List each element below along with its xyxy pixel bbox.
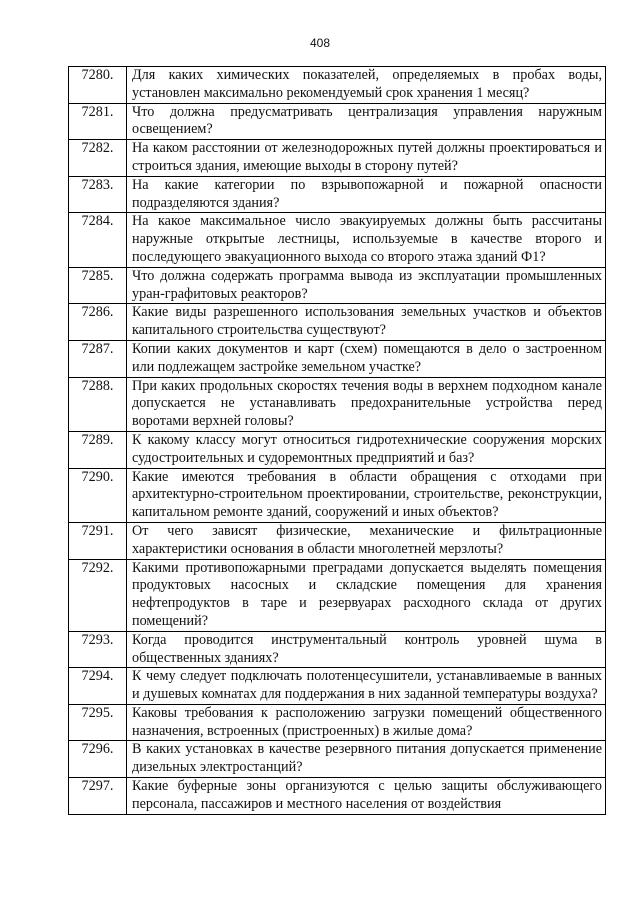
question-number: 7293. [69, 631, 127, 668]
table-row [69, 304, 606, 341]
question-number: 7292. [69, 559, 127, 631]
table-row [69, 631, 606, 668]
table-row [69, 340, 606, 377]
question-text: Какие имеются требования в области обращения с отходами при архитектурно-строительном проектировании, строительстве, реконструкции, капитальном ремонте зданий, сооружений и иных объектов? [127, 468, 606, 522]
question-text: При каких продольных скоростях течения воды в верхнем подходном канале допускается не устанавливать предохранительные устройства перед воротами верхней головы? [127, 377, 606, 431]
question-number: 7291. [69, 522, 127, 559]
question-number: 7281. [69, 103, 127, 140]
question-text: Когда проводится инструментальный контроль уровней шума в общественных зданиях? [127, 631, 606, 668]
question-number: 7289. [69, 431, 127, 468]
table-row [69, 522, 606, 559]
question-text: К какому классу могут относиться гидротехнические сооружения морских судостроительных и судоремонтных предприятий и баз? [127, 431, 606, 468]
table-row [69, 668, 606, 705]
question-text: Копии каких документов и карт (схем) помещаются в дело о застроенном или подлежащем застройке земельном участке? [127, 340, 606, 377]
table-row [69, 103, 606, 140]
table-row [69, 778, 606, 815]
question-text: Какими противопожарными преградами допускается выделять помещения продуктовых насосных и складские помещения для хранения нефтепродуктов в таре и резервуарах расходного склада от других помещений? [127, 559, 606, 631]
question-number: 7294. [69, 668, 127, 705]
question-text: На каком расстоянии от железнодорожных путей должны проектироваться и строиться здания, имеющие выходы в сторону путей? [127, 140, 606, 177]
question-text: Каковы требования к расположению загрузки помещений общественного назначения, встроенных (пристроенных) в жилые дома? [127, 704, 606, 741]
question-number: 7284. [69, 213, 127, 267]
table-row [69, 67, 606, 104]
table-row [69, 559, 606, 631]
question-number: 7288. [69, 377, 127, 431]
table-row [69, 468, 606, 522]
question-text: На какие категории по взрывопожарной и пожарной опасности подразделяются здания? [127, 176, 606, 213]
table-row [69, 431, 606, 468]
question-text: Какие виды разрешенного использования земельных участков и объектов капитального строительства существуют? [127, 304, 606, 341]
table-row [69, 140, 606, 177]
question-text: Что должна предусматривать централизация управления наружным освещением? [127, 103, 606, 140]
question-number: 7283. [69, 176, 127, 213]
question-number: 7295. [69, 704, 127, 741]
questions-table [68, 66, 606, 815]
question-number: 7286. [69, 304, 127, 341]
question-number: 7296. [69, 741, 127, 778]
question-text: К чему следует подключать полотенцесушители, устанавливаемые в ванных и душевых комнатах для поддержания в них заданной температуры воздуха? [127, 668, 606, 705]
question-text: На какое максимальное число эвакуируемых должны быть рассчитаны наружные открытые лестницы, используемые в качестве второго и последующего эвакуационного выхода со второго этажа зданий Ф1? [127, 213, 606, 267]
question-text: Что должна содержать программа вывода из эксплуатации промышленных уран-графитовых реакторов? [127, 267, 606, 304]
question-text: Для каких химических показателей, определяемых в пробах воды, установлен максимально рекомендуемый срок хранения 1 месяц? [127, 67, 606, 104]
question-text: Какие буферные зоны организуются с целью защиты обслуживающего персонала, пассажиров и местного населения от воздействия [127, 778, 606, 815]
question-number: 7287. [69, 340, 127, 377]
table-row [69, 741, 606, 778]
question-text: В каких установках в качестве резервного питания допускается применение дизельных электростанций? [127, 741, 606, 778]
question-number: 7282. [69, 140, 127, 177]
question-number: 7285. [69, 267, 127, 304]
page-number: 408 [309, 36, 331, 50]
question-text: От чего зависят физические, механические и фильтрационные характеристики основания в области многолетней мерзлоты? [127, 522, 606, 559]
table-row [69, 704, 606, 741]
table-row [69, 377, 606, 431]
table-row [69, 267, 606, 304]
question-number: 7290. [69, 468, 127, 522]
table-row [69, 176, 606, 213]
question-number: 7297. [69, 778, 127, 815]
question-number: 7280. [69, 67, 127, 104]
table-row [69, 213, 606, 267]
